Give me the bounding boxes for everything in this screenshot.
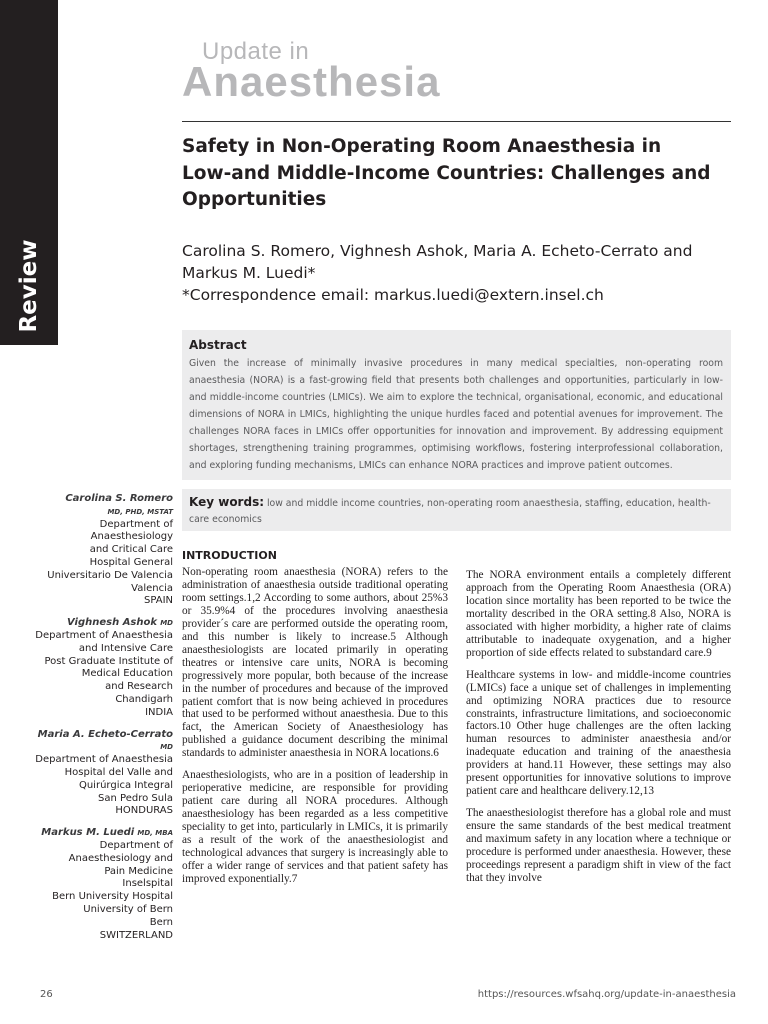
affiliation-author-name: Vighnesh Ashok [66,617,158,629]
affiliation-line: Department of Anaesthesia [35,754,173,766]
affiliation-line: and Intensive Care [78,642,173,654]
footer-url-link[interactable]: https://resources.wfsahq.org/update-in-anaesthesia [477,989,736,1000]
affiliation-line: Department of [99,839,173,851]
affiliation-line: San Pedro Sula [98,792,173,804]
affiliations-sidebar [30,493,173,951]
affiliation-block [30,493,173,608]
page-number: 26 [40,989,53,1000]
journal-name-line1: Update in [202,38,310,65]
section-tab [0,0,58,345]
keywords-text: low and middle income countries, non-operating room anaesthesia, staffing, education, health-care economics [189,498,711,525]
affiliation-line: Post Graduate Institute of [44,655,173,667]
affiliation-degrees: MD [160,619,173,628]
affiliation-line: Bern [149,916,173,928]
keywords-box [182,489,731,531]
affiliation-line: Anaesthesiology [90,531,173,543]
affiliation-line: Quirúrgica Integral [78,779,173,791]
affiliation-line: and Critical Care [89,544,173,556]
affiliation-line: Inselspital [122,878,173,890]
section-tab-label: Review [16,239,42,333]
body-column-right [466,569,731,894]
affiliation-block [30,827,173,942]
affiliation-line: Department of [99,518,173,530]
affiliation-degrees: MD, MBA [137,829,173,838]
affiliation-line: SWITZERLAND [99,929,173,941]
affiliation-line: Chandigarh [115,693,173,705]
author-block [182,240,742,306]
keywords-label: Key words: [189,495,265,509]
abstract-text: Given the increase of minimally invasive procedures in many medical specialties, non-operating room anaesthesia (NORA) is a fast-growing field that presents both challenges and opportunities, particularly in low- and middle-income countries (LMICs). We aim to explore the technical, organisational, economic, and educational dimensions of NORA in LMICs, highlighting the unique hurdles faced and potential avenues for improvement. The challenges NORA faces in LMICs offer opportunities for innovation and improvement. By addressing equipment shortages, strengthening training programmes, optimising workflows, fostering interprofessional collaboration, and exploring funding mechanisms, LMICs can enhance NORA practices and improve patient outcomes. [189,358,723,471]
affiliation-line: Universitario De Valencia [47,569,173,581]
body-paragraph: Non-operating room anaesthesia (NORA) refers to the administration of anaesthesia outside traditional operating room settings.1,2 According to some authors, about 25%3 or 35.9%4 of the procedures involving anaesthesia provider´s care are performed outside the operating room, and this number is likely to increase.5 Although anaesthesiologists are located primarily in operating theatres or intensive care units, NORA is becoming progressively more popular, both because of the increase in the number of procedures and because of the improved patient comfort that is now being achieved in procedures that used to be performed without anaesthesia. Due to this fact, the American Society of Anaesthesiology has published a guidance document describing the minimal standards to administer anaesthesia in NORA locations.6 [182,566,448,760]
affiliation-line: Hospital General [89,556,173,568]
correspondence-email[interactable]: *Correspondence email: markus.luedi@extern.insel.ch [182,286,604,304]
affiliation-author-name: Carolina S. Romero [65,493,173,504]
header-divider [182,121,731,122]
affiliation-line: HONDURAS [115,805,173,817]
abstract-box [182,330,731,480]
body-paragraph: Healthcare systems in low- and middle-income countries (LMICs) face a unique set of challenges in implementing and optimizing NORA practices due to resource constraints, infrastructure limitations, and socioeconomic factors.10 Other huge challenges are the often lacking human resources to administer anaesthesia and/or inadequate education and training of the anaesthesia providers at hand.11 However, these settings may also present opportunities for innovative solutions to improve patient care and healthcare delivery.12,13 [466,668,731,798]
body-paragraph: The anaesthesiologist therefore has a global role and must ensure the same standards of the best medical treatment and maximum safety in any location where a technique or procedure is performed under anaesthesia. However, these proceedings represent a paradigm shift in view of the fact that they involve [466,807,731,884]
affiliation-author-name: Maria A. Echeto-Cerrato [37,728,173,740]
affiliation-line: Valencia [131,582,173,594]
body-paragraph: The NORA environment entails a completely different approach from the Operating Room Anaesthesia (ORA) location since mortality has been reported to be twice the mortality described in the ORA setting.8 Also, NORA is associated with higher morbidity, a higher rate of claims attributable to inadequate oxygenation, and a higher proportion of side effects related to substandard care.9 [466,569,731,659]
affiliation-line: University of Bern [83,903,173,915]
affiliation-line: Anaesthesiology and [68,852,173,864]
abstract-heading: Abstract [189,338,247,352]
affiliation-line: Medical Education [81,668,173,680]
body-column-left [182,566,448,895]
journal-name-line2: Anaesthesia [182,58,441,105]
introduction-heading: INTRODUCTION [182,549,277,562]
affiliation-line: and Research [105,681,173,693]
affiliation-line: Hospital del Valle and [64,766,173,778]
affiliation-line: Pain Medicine [104,865,173,877]
affiliation-line: Department of Anaesthesia [35,629,173,641]
article-title: Safety in Non-Operating Room Anaesthesia in Low-and Middle-Income Countries: Challenges and Opportunities [182,136,711,210]
affiliation-line: Bern University Hospital [52,891,173,903]
affiliation-degrees: MD, PHD, MSTAT [107,507,173,516]
author-list: Carolina S. Romero, Vighnesh Ashok, Maria A. Echeto-Cerrato and Markus M. Luedi* [182,242,693,282]
affiliation-author-name: Markus M. Luedi [41,827,135,839]
affiliation-line: SPAIN [143,595,173,607]
body-paragraph: Anaesthesiologists, who are in a position of leadership in perioperative medicine, are responsible for providing patient care during all NORA procedures. Although anaesthesiology has been regarded as a less competitive speciality to get into, particularly in LMICs, it is primarily as a result of the work of the anaesthesiologist and technological advances that surgery is increasingly able to offer a wider range of services and that patient safety has improved exponentially.7 [182,769,448,885]
affiliation-block [30,729,173,819]
affiliation-line: INDIA [145,706,173,718]
affiliation-degrees: MD [160,743,173,752]
affiliation-block [30,617,173,719]
